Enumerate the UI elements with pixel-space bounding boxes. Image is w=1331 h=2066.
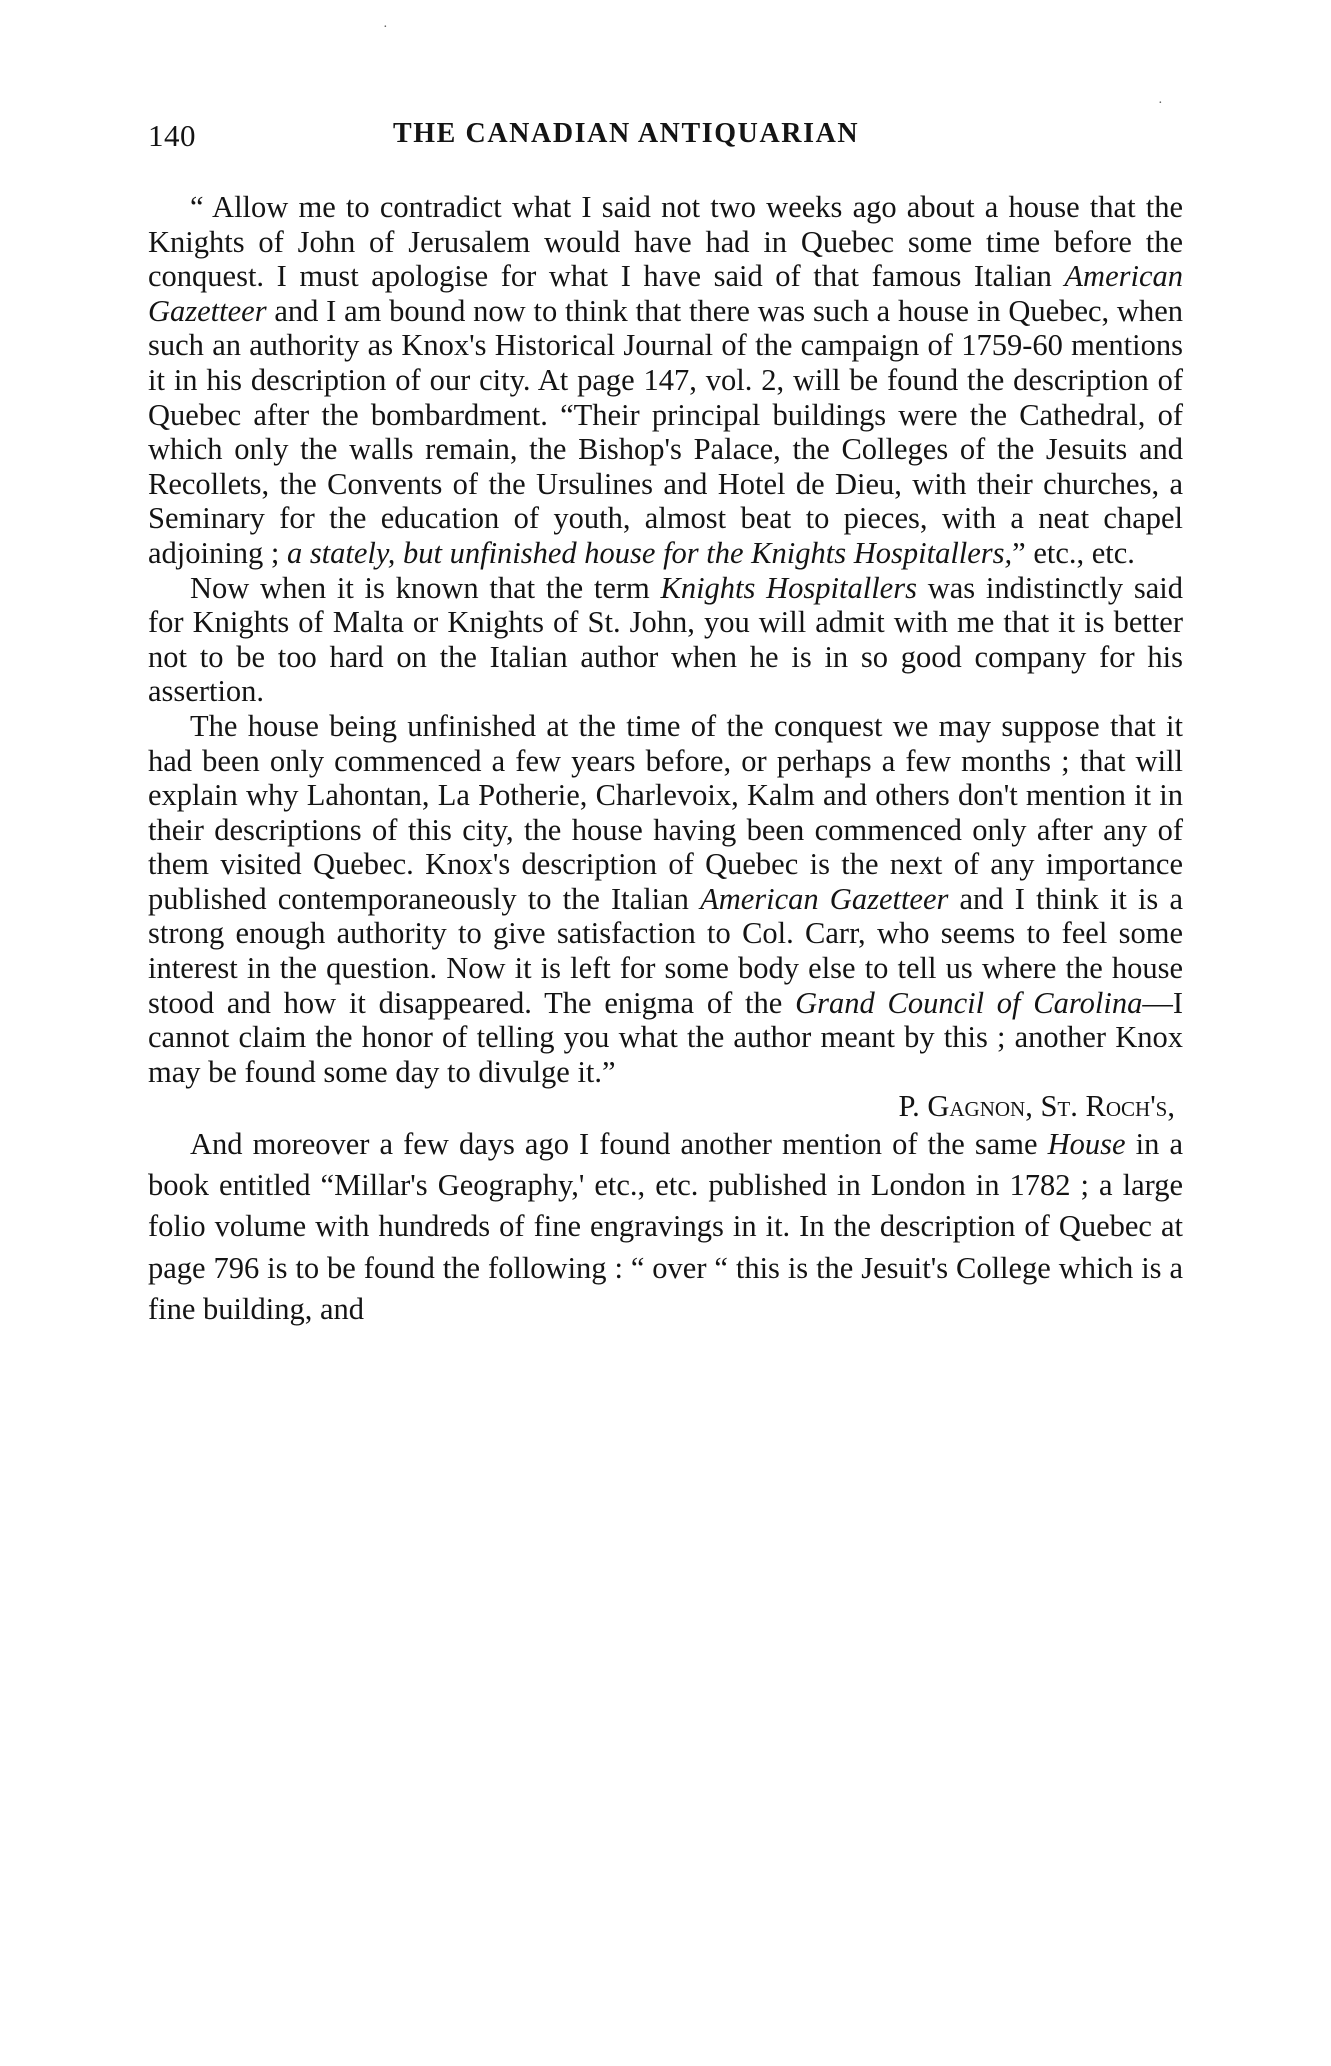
p4-text-c: in a book entitled “Millar's Geography,' etc., etc. published in London in 1782 ; a large folio volume with hundreds of fine engravings in it. In the description of Quebec at page 796 is to be found the following : “ over “ this is the Jesuit's College which is a fine building, and (148, 1127, 1184, 1326)
p2-italic-term: Knights Hospitallers (660, 570, 917, 605)
p1-text-a: “ Allow me to contradict what I said not two weeks ago about a house that the Knights of John of Jerusalem would have had in Quebec some time before the conquest. I must apologise for what I have said of that famous Italian (148, 190, 1183, 294)
paragraph-3 (148, 709, 1183, 1090)
scan-speck: · (383, 20, 388, 35)
p3-italic-title: American Gazetteer (700, 881, 949, 916)
scan-speck: · (1158, 96, 1163, 111)
p1-italic-title: American Gazetteer (148, 259, 1183, 328)
paragraph-4 (148, 1124, 1183, 1330)
paragraph-2 (148, 571, 1183, 709)
p1-italic-quote: a stately, but unfinished house for the Knights Hospitallers, (286, 535, 1013, 570)
signature: P. Gagnon, St. Roch's, (898, 1089, 1175, 1124)
p4-italic-house: House (1047, 1127, 1126, 1162)
p3-text-a: The house being unfinished at the time of the conquest we may suppose that it had been only commenced a few years before, or perhaps a few months ; that will explain why Lahontan, La Potherie, Charlevoix, Kalm and others don't mention it in their descriptions of this city, the house having been commenced only after any of them visited Quebec. Knox's description of Quebec is the next of any importance published contemporaneously to the Italian (148, 708, 1183, 916)
body-text (148, 190, 1183, 1330)
p1-text-e: ” etc., etc. (1012, 535, 1135, 570)
p2-text-c: was indistinctly said for Knights of Malta or Knights of St. John, you will admit with me that it is better not to be too hard on the Italian author when he is in so good company for his assertion. (148, 570, 1183, 709)
p4-text-a: And moreover a few days ago I found another mention of the same (190, 1127, 1048, 1162)
page-number: 140 (148, 118, 196, 153)
p3-text-c: and I think it is a strong enough authority to give satisfaction to Col. Carr, who seems to feel some interest in the question. Now it is left for some body else to tell us where the house stood and how it disappeared. The enigma of the (148, 881, 1183, 1020)
page-header (148, 118, 1183, 162)
p3-text-e: —I cannot claim the honor of telling you what the author meant by this ; another Knox may be found some day to divulge it.” (148, 985, 1183, 1089)
running-title: THE CANADIAN ANTIQUARIAN (393, 118, 860, 149)
p3-italic-council: Grand Council of Carolina (795, 985, 1143, 1020)
p1-text-c: and I am bound now to think that there was such a house in Quebec, when such an authority as Knox's Historical Journal of the campaign of 1759-60 mentions it in his description of our city. At page 147, vol. 2, will be found the description of Quebec after the bombardment. “Their principal buildings were the Cathedral, of which only the walls remain, the Bishop's Palace, the Colleges of the Jesuits and Recollets, the Convents of the Ursulines and Hotel de Dieu, with their churches, a Seminary for the education of youth, almost beat to pieces, with a neat chapel adjoining ; (148, 293, 1183, 570)
paragraph-1 (148, 190, 1183, 571)
p2-text-a: Now when it is known that the term (190, 570, 661, 605)
